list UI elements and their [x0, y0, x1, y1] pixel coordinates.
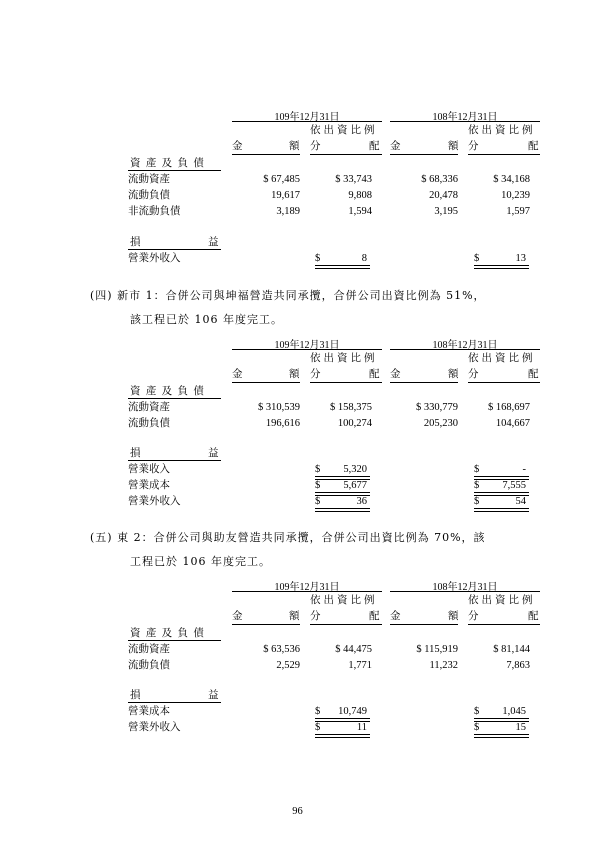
cell: 9,808	[348, 190, 372, 201]
section-label-assets: 資 產 及 負 債	[130, 627, 204, 639]
header-date-108: 108年12月31日	[432, 340, 498, 351]
section-label-assets: 資 產 及 負 債	[130, 157, 204, 169]
header-share: 分	[310, 368, 321, 380]
section-label-pl: 損	[130, 447, 141, 459]
header-amount: 額	[448, 368, 459, 380]
section-label-pl: 益	[208, 447, 219, 459]
cell: 1,771	[348, 660, 372, 671]
header-ratio: 依出資比例	[310, 352, 378, 364]
header-share: 分	[468, 368, 479, 380]
cell: $ 81,144	[493, 644, 530, 655]
cell: 8	[361, 253, 367, 264]
cell: $ 33,743	[335, 174, 372, 185]
cell: 104,667	[495, 418, 530, 429]
cell: $ 158,375	[330, 402, 372, 413]
currency-symbol: $	[474, 706, 480, 717]
cell: 10,239	[501, 190, 530, 201]
cell: $ 44,475	[335, 644, 372, 655]
header-amount: 額	[448, 140, 459, 152]
header-share: 配	[369, 368, 380, 380]
currency-symbol: $	[474, 496, 480, 507]
row-label: 流動負債	[128, 659, 170, 671]
header-share: 配	[369, 140, 380, 152]
currency-symbol: $	[315, 722, 321, 733]
row-label: 非流動負債	[128, 205, 181, 217]
currency-symbol: $	[315, 496, 321, 507]
currency-symbol: $	[474, 722, 480, 733]
section-label-pl: 損	[130, 236, 141, 248]
cell: 1,045	[502, 706, 526, 717]
section-label-pl: 益	[208, 236, 219, 248]
row-label: 流動負債	[128, 417, 170, 429]
currency-symbol: $	[315, 464, 321, 475]
header-amount: 金	[390, 610, 401, 622]
paragraph-5-line1: (五) 東 2：合併公司與助友營造共同承攬，合併公司出資比例為 70%，該	[90, 531, 486, 544]
cell: $ 34,168	[493, 174, 530, 185]
header-amount: 金	[232, 140, 243, 152]
header-date-108: 108年12月31日	[432, 112, 498, 123]
header-amount: 額	[289, 610, 300, 622]
cell: 2,529	[276, 660, 300, 671]
header-share: 配	[528, 140, 539, 152]
header-amount: 額	[448, 610, 459, 622]
section-label-pl: 損	[130, 689, 141, 701]
row-label: 營業外收入	[128, 495, 181, 507]
cell: 5,677	[343, 480, 367, 491]
currency-symbol: $	[315, 706, 321, 717]
cell: $ 115,919	[416, 644, 458, 655]
cell: 54	[515, 496, 526, 507]
row-label: 流動資產	[128, 173, 170, 185]
header-ratio: 依出資比例	[468, 124, 536, 136]
header-share: 分	[468, 140, 479, 152]
cell: 3,195	[434, 206, 458, 217]
cell: $ 168,697	[488, 402, 530, 413]
header-share: 配	[528, 368, 539, 380]
row-label: 營業成本	[128, 479, 170, 491]
cell: 7,863	[506, 660, 530, 671]
cell: 1,597	[506, 206, 530, 217]
row-label: 營業外收入	[128, 252, 181, 264]
cell: 10,749	[338, 706, 367, 717]
page-number: 96	[292, 806, 303, 817]
cell: 11	[356, 722, 367, 733]
cell: $ 67,485	[263, 174, 300, 185]
cell: 5,320	[343, 464, 367, 475]
header-date-108: 108年12月31日	[432, 582, 498, 593]
currency-symbol: $	[315, 253, 321, 264]
header-ratio: 依出資比例	[310, 594, 378, 606]
cell: 100,274	[337, 418, 372, 429]
row-label: 流動負債	[128, 189, 170, 201]
header-share: 分	[310, 140, 321, 152]
row-label: 流動資產	[128, 643, 170, 655]
cell: 3,189	[276, 206, 300, 217]
paragraph-5-line2: 工程已於 106 年度完工。	[130, 555, 271, 568]
header-share: 分	[468, 610, 479, 622]
paragraph-4-line1: (四) 新市 1：合併公司與坤福營造共同承攬，合併公司出資比例為 51%，	[90, 289, 486, 302]
section-label-assets: 資 產 及 負 債	[130, 385, 204, 397]
header-ratio: 依出資比例	[310, 124, 378, 136]
cell: -	[522, 464, 526, 475]
row-label: 營業收入	[128, 463, 170, 475]
row-label: 流動資產	[128, 401, 170, 413]
cell: 205,230	[423, 418, 458, 429]
cell: 20,478	[429, 190, 458, 201]
header-amount: 額	[289, 140, 300, 152]
cell: 196,616	[265, 418, 300, 429]
header-amount: 額	[289, 368, 300, 380]
cell: 15	[515, 722, 526, 733]
paragraph-4-line2: 該工程已於 106 年度完工。	[130, 313, 283, 326]
header-share: 配	[528, 610, 539, 622]
header-amount: 金	[232, 368, 243, 380]
cell: 36	[356, 496, 367, 507]
cell: $ 330,779	[416, 402, 458, 413]
cell: 7,555	[502, 480, 526, 491]
header-date-109: 109年12月31日	[274, 112, 340, 123]
header-amount: 金	[390, 140, 401, 152]
cell: 1,594	[348, 206, 372, 217]
header-amount: 金	[232, 610, 243, 622]
cell: 19,617	[271, 190, 300, 201]
currency-symbol: $	[474, 480, 480, 491]
row-label: 營業成本	[128, 705, 170, 717]
header-ratio: 依出資比例	[468, 594, 536, 606]
header-amount: 金	[390, 368, 401, 380]
currency-symbol: $	[474, 464, 480, 475]
header-share: 分	[310, 610, 321, 622]
row-label: 營業外收入	[128, 721, 181, 733]
cell: $ 68,336	[421, 174, 458, 185]
currency-symbol: $	[315, 480, 321, 491]
cell: $ 63,536	[263, 644, 300, 655]
currency-symbol: $	[474, 253, 480, 264]
cell: 13	[515, 253, 526, 264]
cell: $ 310,539	[258, 402, 300, 413]
header-share: 配	[369, 610, 380, 622]
header-ratio: 依出資比例	[468, 352, 536, 364]
header-date-109: 109年12月31日	[274, 582, 340, 593]
section-label-pl: 益	[208, 689, 219, 701]
header-date-109: 109年12月31日	[274, 340, 340, 351]
cell: 11,232	[429, 660, 458, 671]
